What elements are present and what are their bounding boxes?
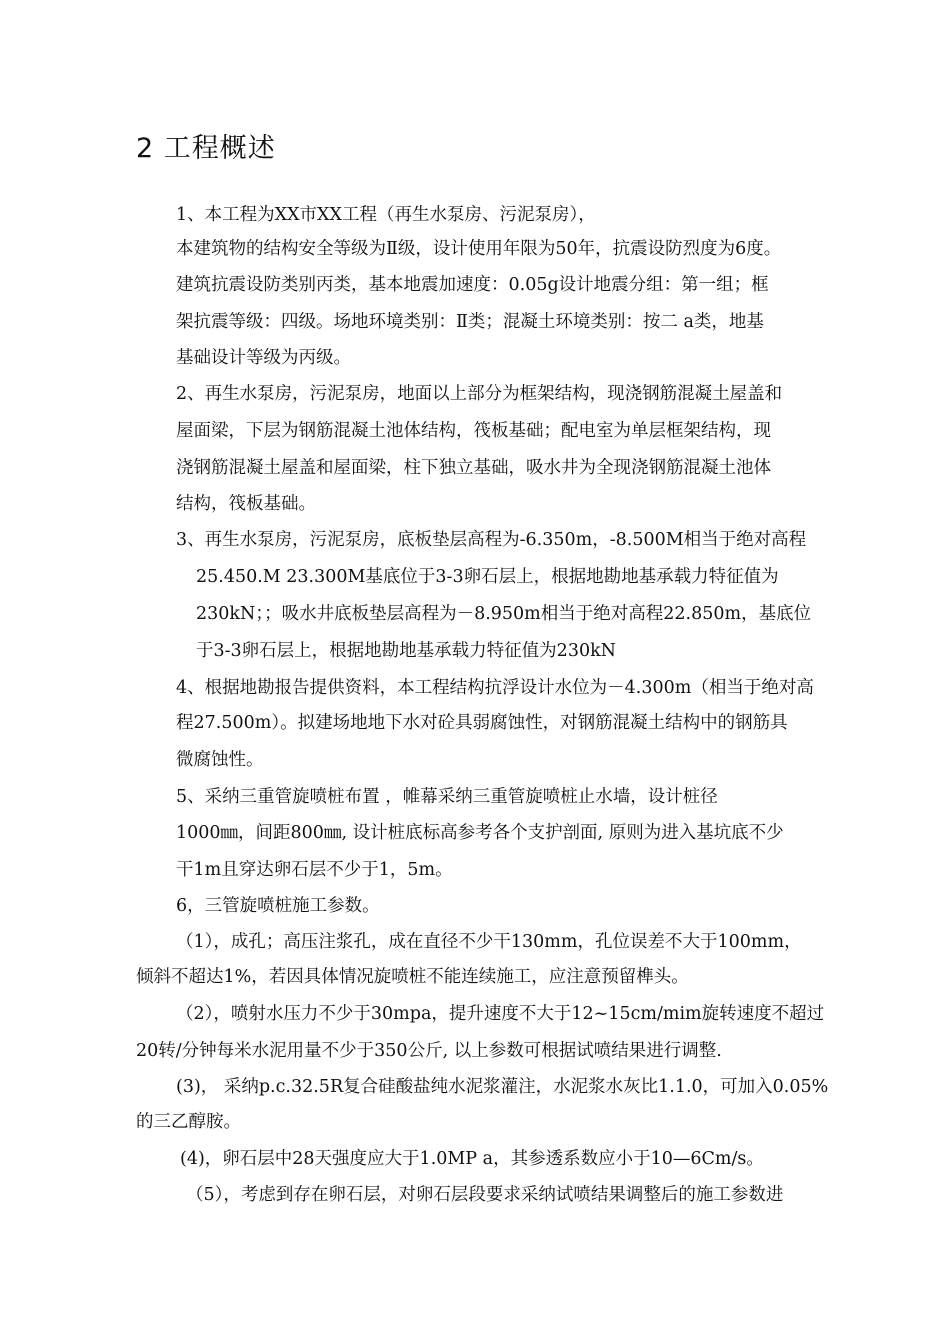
body-line: 2、再生水泵房，污泥泵房，地面以上部分为框架结构，现浇钢筋混凝土屋盖和: [176, 384, 783, 404]
body-line: 230kN；；吸水井底板垫层高程为－8.950m相当于绝对高程22.850m，基底位: [196, 604, 812, 624]
body-line: 倾斜不超达1%，若因具体情况旋喷桩不能连续施工，应注意预留榫头。: [136, 967, 689, 987]
body-line: 于3-3卵石层上，根据地勘地基承载力特征值为230kN: [196, 641, 616, 661]
body-line: 6，三管旋喷桩施工参数。: [176, 896, 380, 916]
body-line: 25.450.M 23.300M基底位于3-3卵石层上，根据地勘地基承载力特征值为: [196, 567, 779, 587]
body-line: 3、再生水泵房，污泥泵房，底板垫层高程为-6.350m，-8.500M相当于绝对高程: [176, 530, 807, 550]
body-line: 基础设计等级为丙级。: [176, 348, 351, 368]
body-line: 微腐蚀性。: [176, 750, 264, 770]
body-line: 1、本工程为XX市XX工程（再生水泵房、污泥泵房），: [176, 205, 596, 225]
body-line: 浇钢筋混凝土屋盖和屋面梁，柱下独立基础，吸水井为全现浇钢筋混凝土池体: [176, 458, 771, 478]
body-line: (4)，卵石层中28天强度应大于1.0MP a，其参透系数应小于10—6Cm/s。: [180, 1149, 764, 1169]
body-line: 架抗震等级：四级。场地环境类别：Ⅱ类；混凝土环境类别：按二 a类，地基: [176, 312, 764, 332]
body-line: 屋面梁，下层为钢筋混凝土池体结构，筏板基础；配电室为单层框架结构，现: [176, 421, 771, 441]
body-line: 建筑抗震设防类别丙类，基本地震加速度：0.05g设计地震分组：第一组；框: [176, 275, 769, 295]
body-line: 结构，筏板基础。: [176, 494, 316, 514]
body-line: 干1m且穿达卵石层不少于1，5m。: [176, 860, 453, 880]
body-line: 5、采纳三重管旋喷桩布置 ，帷幕采纳三重管旋喷桩止水墙，设计桩径: [176, 787, 718, 807]
body-line: 本建筑物的结构安全等级为Ⅱ级，设计使用年限为50年，抗震设防烈度为6度。: [176, 239, 782, 259]
body-line: 1000㎜，间距800㎜, 设计桩底标高参考各个支护剖面, 原则为进入基坑底不少: [176, 823, 784, 843]
body-line: 程27.500m）。拟建场地地下水对砼具弱腐蚀性，对钢筋混凝土结构中的钢筋具: [176, 713, 788, 733]
body-line: 4、根据地勘报告提供资料，本工程结构抗浮设计水位为－4.300m（相当于绝对高: [176, 678, 814, 698]
body-line: (3)， 采纳p.c.32.5R复合硅酸盐纯水泥浆灌注，水泥浆水灰比1.1.0，可加入0.05%: [176, 1077, 829, 1097]
body-line: （1），成孔；高压注浆孔，成在直径不少干130mm，孔位误差不大于100mm，: [176, 932, 802, 952]
body-line: （2），喷射水压力不少于30mpa，提升速度不大于12~15cm/mim旋转速度不超过: [176, 1004, 825, 1024]
body-line: 20转/分钟每米水泥用量不少于350公斤, 以上参数可根据试喷结果进行调整.: [136, 1041, 722, 1061]
section-title: 2 工程概述: [136, 133, 276, 164]
body-line: 的三乙醇胺。: [136, 1112, 241, 1132]
body-line: （5），考虑到存在卵石层，对卵石层段要求采纳试喷结果调整后的施工参数进: [186, 1185, 784, 1205]
